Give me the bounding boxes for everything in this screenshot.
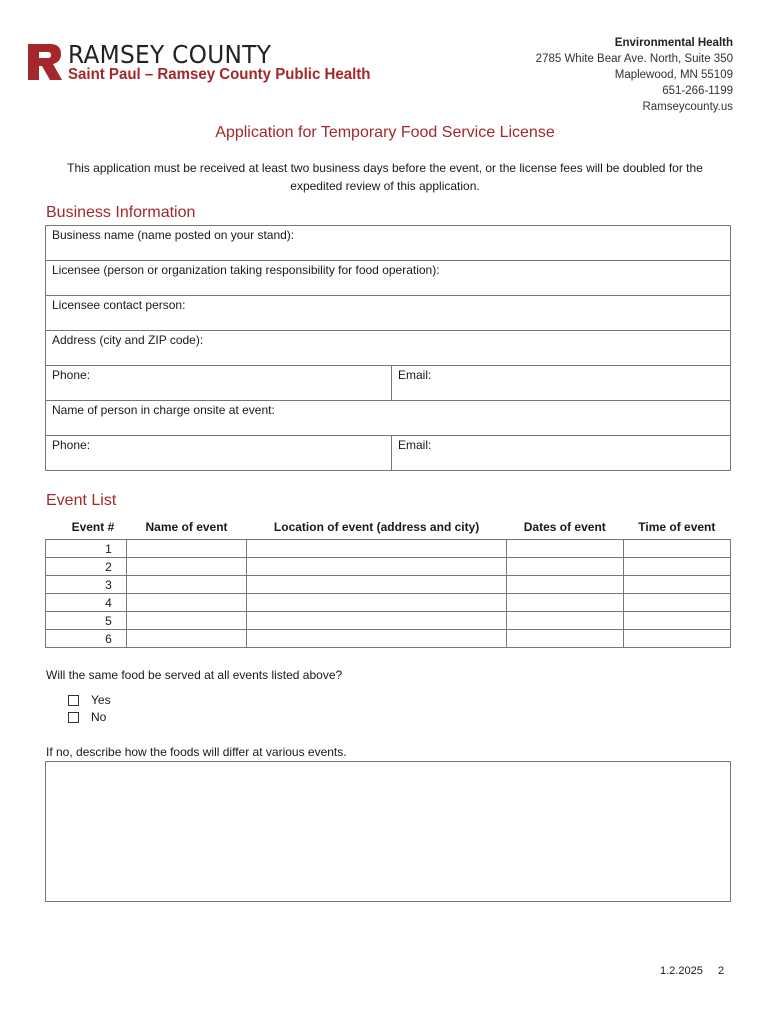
event-time-cell[interactable]	[623, 576, 730, 594]
event-number-cell: 3	[46, 576, 127, 594]
email-field[interactable]	[392, 366, 731, 401]
no-label: No	[91, 710, 107, 724]
address-label: Address (city and ZIP code):	[52, 333, 204, 347]
onsite-phone-field[interactable]	[46, 436, 392, 471]
business-name-label: Business name (name posted on your stand):	[52, 228, 295, 242]
column-header-event-name: Name of event	[145, 520, 228, 534]
licensee-label: Licensee (person or organization taking responsibility for food operation):	[52, 263, 440, 277]
table-row	[46, 540, 731, 558]
yes-checkbox[interactable]	[68, 695, 79, 706]
event-name-cell[interactable]	[126, 594, 247, 612]
option-yes	[68, 693, 111, 707]
column-header-event-number: Event #	[71, 520, 115, 534]
ramsey-county-logo-mark-icon	[28, 44, 62, 80]
address-block	[536, 35, 733, 115]
table-row	[46, 630, 731, 648]
footer-revision-date: 1.2.2025	[660, 965, 703, 977]
phone-number: 651-266-1199	[662, 85, 733, 97]
yes-label: Yes	[91, 693, 111, 707]
business-name-field[interactable]	[46, 226, 731, 261]
column-header-time: Time of event	[638, 520, 716, 534]
page-title: Application for Temporary Food Service License	[215, 124, 555, 141]
event-location-cell[interactable]	[247, 612, 507, 630]
food-differences-textarea[interactable]	[45, 761, 731, 902]
onsite-email-label: Email:	[398, 438, 432, 452]
event-number-cell: 5	[46, 612, 127, 630]
website-link[interactable]: Ramseycounty.us	[642, 101, 733, 113]
intro-text: This application must be received at least two business days before the event, or the license fees will be doubled for the expedited review of this application.	[67, 161, 703, 193]
table-row	[46, 558, 731, 576]
column-header-dates: Dates of event	[523, 520, 606, 534]
event-name-cell[interactable]	[126, 558, 247, 576]
onsite-phone-label: Phone:	[52, 438, 91, 452]
no-checkbox[interactable]	[68, 712, 79, 723]
address-line2: Maplewood, MN 55109	[614, 69, 733, 81]
event-name-cell[interactable]	[126, 612, 247, 630]
address-field[interactable]	[46, 331, 731, 366]
email-label: Email:	[398, 368, 432, 382]
licensee-field[interactable]	[46, 261, 731, 296]
contact-person-label: Licensee contact person:	[52, 298, 186, 312]
event-dates-cell[interactable]	[506, 612, 623, 630]
event-time-cell[interactable]	[623, 630, 730, 648]
event-dates-cell[interactable]	[506, 594, 623, 612]
business-info-heading: Business Information	[46, 204, 196, 221]
org-title: RAMSEY COUNTY	[68, 40, 272, 69]
event-time-cell[interactable]	[623, 540, 730, 558]
department-name: Environmental Health	[614, 37, 733, 49]
column-header-location: Location of event (address and city)	[273, 520, 480, 534]
event-name-cell[interactable]	[126, 540, 247, 558]
phone-field[interactable]	[46, 366, 392, 401]
ramsey-county-logo	[28, 40, 388, 90]
event-dates-cell[interactable]	[506, 540, 623, 558]
event-list-table	[45, 519, 731, 648]
event-location-cell[interactable]	[247, 630, 507, 648]
event-number-cell: 4	[46, 594, 127, 612]
event-name-cell[interactable]	[126, 576, 247, 594]
person-in-charge-label: Name of person in charge onsite at event:	[52, 403, 275, 417]
event-location-cell[interactable]	[247, 558, 507, 576]
same-food-question: Will the same food be served at all events listed above?	[46, 668, 343, 682]
address-line1: 2785 White Bear Ave. North, Suite 350	[535, 53, 733, 65]
event-name-cell[interactable]	[126, 630, 247, 648]
event-location-cell[interactable]	[247, 540, 507, 558]
event-number-cell: 2	[46, 558, 127, 576]
onsite-email-field[interactable]	[392, 436, 731, 471]
event-dates-cell[interactable]	[506, 576, 623, 594]
event-time-cell[interactable]	[623, 612, 730, 630]
org-subtitle: Saint Paul – Ramsey County Public Health	[68, 66, 371, 83]
business-info-table	[45, 225, 731, 471]
event-time-cell[interactable]	[623, 558, 730, 576]
event-location-cell[interactable]	[247, 576, 507, 594]
table-row	[46, 612, 731, 630]
if-no-prompt: If no, describe how the foods will differ at various events.	[46, 745, 347, 759]
footer-page-number: 2	[718, 965, 725, 977]
event-number-cell: 6	[46, 630, 127, 648]
contact-person-field[interactable]	[46, 296, 731, 331]
table-row	[46, 576, 731, 594]
event-dates-cell[interactable]	[506, 558, 623, 576]
event-list-heading: Event List	[46, 492, 117, 509]
event-dates-cell[interactable]	[506, 630, 623, 648]
event-time-cell[interactable]	[623, 594, 730, 612]
option-no	[68, 710, 106, 724]
event-location-cell[interactable]	[247, 594, 507, 612]
table-row	[46, 594, 731, 612]
person-in-charge-field[interactable]	[46, 401, 731, 436]
event-number-cell: 1	[46, 540, 127, 558]
phone-label: Phone:	[52, 368, 91, 382]
